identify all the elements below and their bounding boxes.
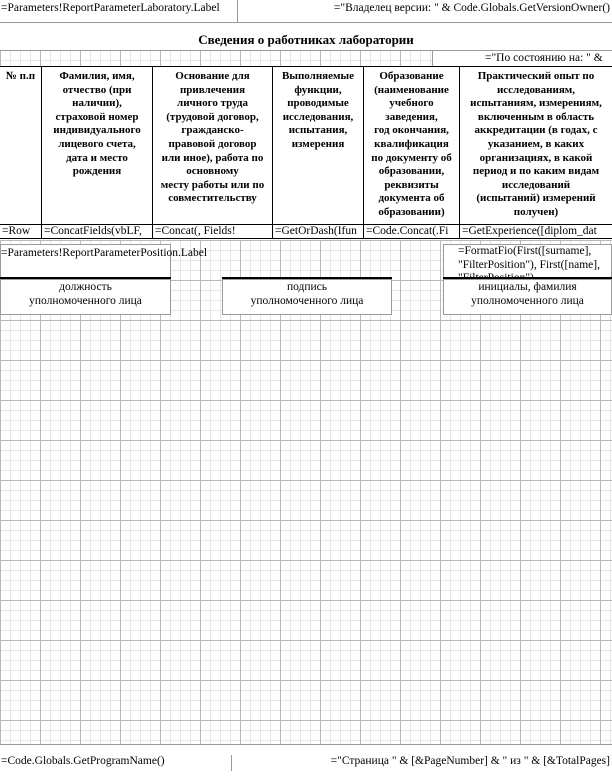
cell-expression: =Code.Concat(.Fi <box>366 225 449 237</box>
column-header-line: Основание для <box>175 70 250 82</box>
column-header-line: № п.п <box>5 70 36 82</box>
column-header-line: заведения, <box>385 110 438 123</box>
column-header-functions[interactable] <box>273 67 364 225</box>
column-header-line: квалификация <box>374 137 449 150</box>
column-header-line: год окончания, <box>374 124 449 137</box>
column-header-line: дата и место <box>66 151 128 164</box>
cell-expression: =Row <box>2 225 31 237</box>
fio-caption <box>443 279 612 315</box>
column-header-line: реквизиты <box>384 178 439 191</box>
page-number-expression: ="Страница " & [&PageNumber] & " из " & [&TotalPages] <box>330 755 610 767</box>
column-header-line: организациях, в какой <box>479 151 593 164</box>
column-header-line: или иное), работа по <box>161 151 264 164</box>
fio-textbox[interactable] <box>443 244 612 278</box>
cell-expression: =ConcatFields(vbLF, <box>44 225 142 237</box>
detail-cell-row-number[interactable] <box>0 225 42 239</box>
column-header-line: исследованиям, <box>496 83 576 96</box>
detail-cell-basis[interactable] <box>153 225 273 239</box>
column-header-line: наличии), <box>72 97 122 110</box>
fio-expression: =FormatFio(First([surname], "FilterPosition"), First([name], <box>458 245 600 271</box>
page-number-textbox[interactable] <box>240 755 612 771</box>
column-header-number[interactable] <box>0 67 42 225</box>
report-title-text: Сведения о работниках лаборатории <box>198 32 414 47</box>
column-header-line: привлечения <box>179 83 246 96</box>
column-header-line: основному <box>186 165 239 178</box>
position-textbox[interactable] <box>0 244 208 278</box>
detail-cell-experience[interactable] <box>460 225 612 239</box>
laboratory-label-textbox[interactable] <box>0 0 238 22</box>
column-header-line: (испытаний) измерений <box>476 192 596 205</box>
detail-cell-functions[interactable] <box>273 225 364 239</box>
column-header-basis[interactable] <box>153 67 273 225</box>
column-header-line: (наименование <box>374 83 449 96</box>
program-name-expression: =Code.Globals.GetProgramName() <box>1 755 165 767</box>
column-header-line: включенным в область <box>477 110 595 123</box>
position-caption <box>0 279 171 315</box>
column-header-line: лицевого счета, <box>58 137 136 150</box>
caption-line: должность <box>59 281 112 293</box>
column-header-experience[interactable] <box>460 67 612 225</box>
column-header-line: получен) <box>513 205 559 218</box>
column-header-line: учебного <box>389 97 434 110</box>
column-header-line: исследований <box>501 178 571 191</box>
column-header-line: Образование <box>379 70 444 82</box>
caption-line: уполномоченного лица <box>250 294 364 307</box>
cell-expression: =GetOrDash(Ifun <box>275 225 357 237</box>
caption-line: инициалы, фамилия <box>478 281 577 293</box>
column-header-line: Выполняемые <box>282 70 354 82</box>
column-header-education[interactable] <box>364 67 460 225</box>
column-header-line: совместительству <box>168 192 257 205</box>
column-header-line: индивидуального <box>53 124 141 137</box>
column-header-line: испытания, <box>288 124 348 137</box>
column-header-line: проводимые <box>287 97 349 110</box>
cell-expression: =GetExperience([diplom_dat <box>462 225 597 237</box>
column-header-line: отчество (при <box>62 83 132 96</box>
caption-line: уполномоченного лица <box>29 294 142 307</box>
column-header-line: образовании, <box>378 165 445 178</box>
column-header-line: страховой номер <box>55 110 139 123</box>
version-owner-textbox[interactable] <box>240 0 612 22</box>
footer-divider <box>0 744 612 745</box>
program-name-textbox[interactable] <box>0 755 232 771</box>
column-header-line: функции, <box>294 83 342 96</box>
report-title[interactable] <box>0 31 612 49</box>
column-header-line: документа об <box>378 192 445 205</box>
column-header-line: гражданско- <box>181 124 244 137</box>
column-header-line: исследования, <box>282 110 354 123</box>
detail-cell-education[interactable] <box>364 225 460 239</box>
column-header-line: месту работы или по <box>160 178 265 191</box>
column-header-fio[interactable] <box>42 67 153 225</box>
caption-line: подпись <box>286 281 328 293</box>
column-header-line: указанием, в каких <box>487 137 585 150</box>
column-header-line: Практический опыт по <box>477 70 595 82</box>
as-of-date-textbox[interactable] <box>432 51 612 67</box>
column-header-line: измерения <box>291 137 345 150</box>
column-header-line: испытаниям, измерениям, <box>470 97 602 110</box>
cell-expression: =Concat(, Fields! <box>155 225 236 237</box>
version-owner-expression: ="Владелец версии: " & Code.Globals.GetVersionOwner() <box>333 2 610 14</box>
detail-cell-fio[interactable] <box>42 225 153 239</box>
column-header-line: (трудовой договор, <box>166 110 259 123</box>
laboratory-label-expression: =Parameters!ReportParameterLaboratory.Label <box>1 2 220 14</box>
column-header-line: личного труда <box>177 97 248 110</box>
column-header-line: рождения <box>72 165 122 178</box>
column-header-line: по документу об <box>371 151 452 164</box>
position-expression: =Parameters!ReportParameterPosition.Label <box>1 247 208 259</box>
column-header-line: аккредитации (в годах, с <box>474 124 598 137</box>
column-header-line: Фамилия, имя, <box>59 70 135 82</box>
signature-caption <box>222 279 392 315</box>
as-of-date-expression: ="По состоянию на: " & <box>485 52 603 64</box>
header-divider <box>0 22 612 23</box>
caption-line: уполномоченного лица <box>471 294 584 307</box>
column-header-line: период и по каким видам <box>472 165 600 178</box>
column-header-line: правовой договор <box>168 137 257 150</box>
column-header-line: образовании) <box>378 205 445 218</box>
